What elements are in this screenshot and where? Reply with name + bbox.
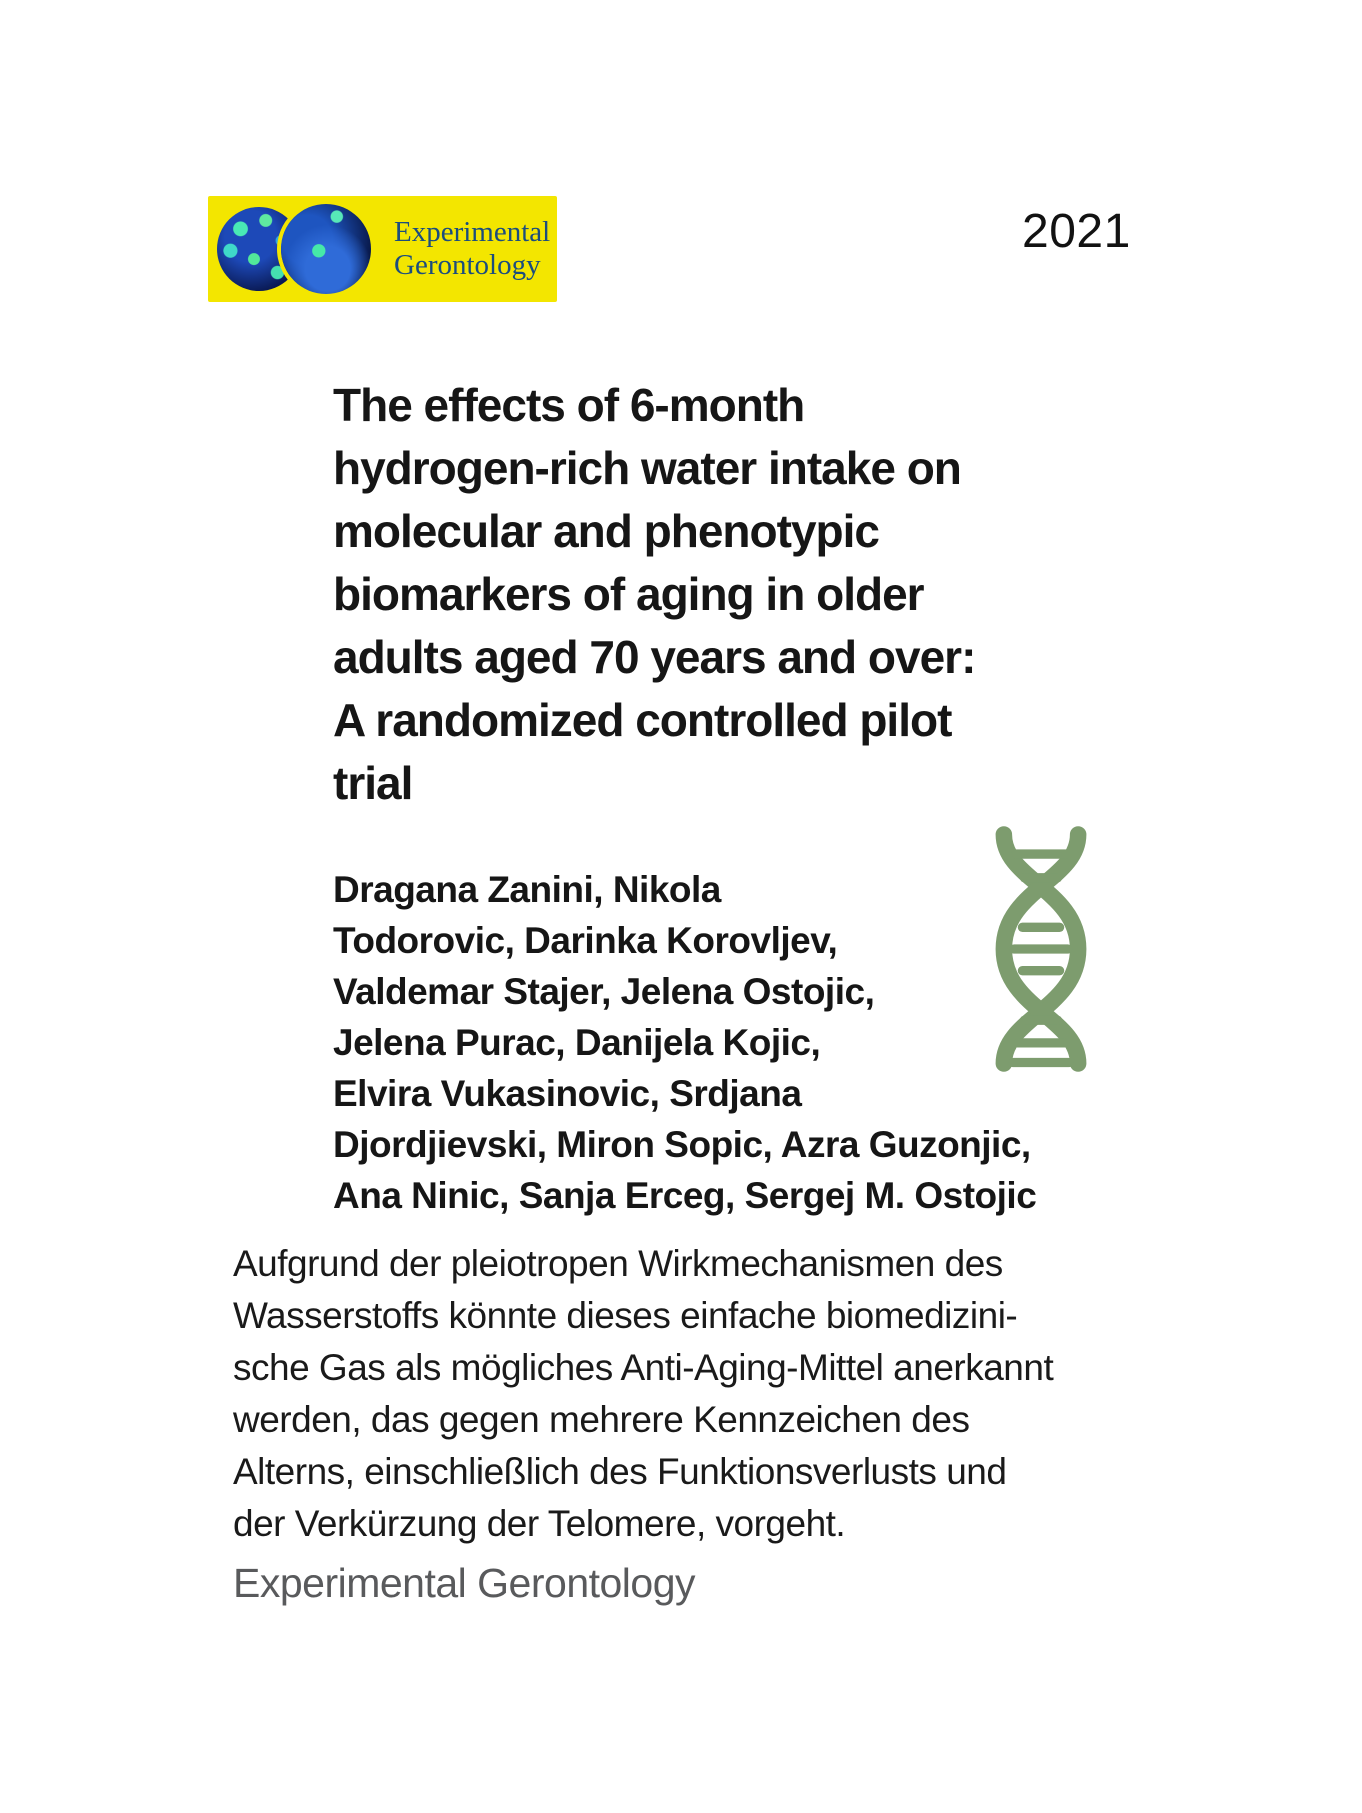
title-line: molecular and phenotypic — [333, 505, 879, 557]
abstract-line: Alterns, einschließlich des Funktionsverlusts und — [233, 1451, 1007, 1492]
abstract-line: der Verkürzung der Telomere, vorgeht. — [233, 1503, 846, 1544]
footer-journal-name: Experimental Gerontology — [233, 1560, 696, 1606]
title-line: hydrogen-rich water intake on — [333, 442, 961, 494]
title-line: biomarkers of aging in older — [333, 568, 924, 620]
journal-logo-line-1: Experimental — [394, 216, 551, 248]
author-line: Djordjievski, Miron Sopic, Azra Guzonjic, — [333, 1124, 1031, 1165]
title-line: A randomized controlled pilot — [333, 694, 952, 746]
journal-logo-line-2: Gerontology — [394, 249, 541, 281]
journal-logo-text — [394, 216, 550, 282]
publication-year: 2021 — [1022, 205, 1131, 258]
author-line: Valdemar Stajer, Jelena Ostojic, — [333, 971, 875, 1012]
author-line: Todorovic, Darinka Korovljev, — [333, 920, 838, 961]
title-line: trial — [333, 757, 413, 809]
author-line: Elvira Vukasinovic, Srdjana — [333, 1073, 802, 1114]
abstract-line: werden, das gegen mehrere Kennzeichen des — [233, 1399, 970, 1440]
abstract-line: Wasserstoffs könnte dieses einfache biomedizini- — [233, 1295, 1018, 1336]
article-title — [333, 374, 975, 815]
abstract-line: sche Gas als mögliches Anti-Aging-Mittel anerkannt — [233, 1347, 1054, 1388]
author-line: Ana Ninic, Sanja Erceg, Sergej M. Ostojic — [333, 1175, 1037, 1216]
author-line: Jelena Purac, Danijela Kojic, — [333, 1022, 821, 1063]
abstract-line: Aufgrund der pleiotropen Wirkmechanismen des — [233, 1243, 1003, 1284]
title-line: The effects of 6-month — [333, 379, 805, 431]
microscopy-cells-image-right — [281, 204, 371, 294]
title-line: adults aged 70 years and over: — [333, 631, 976, 683]
author-line: Dragana Zanini, Nikola — [333, 869, 721, 910]
german-abstract — [233, 1238, 1053, 1550]
author-list — [333, 864, 1036, 1221]
dna-helix-icon — [972, 820, 1110, 1078]
journal-logo-banner — [208, 196, 557, 302]
